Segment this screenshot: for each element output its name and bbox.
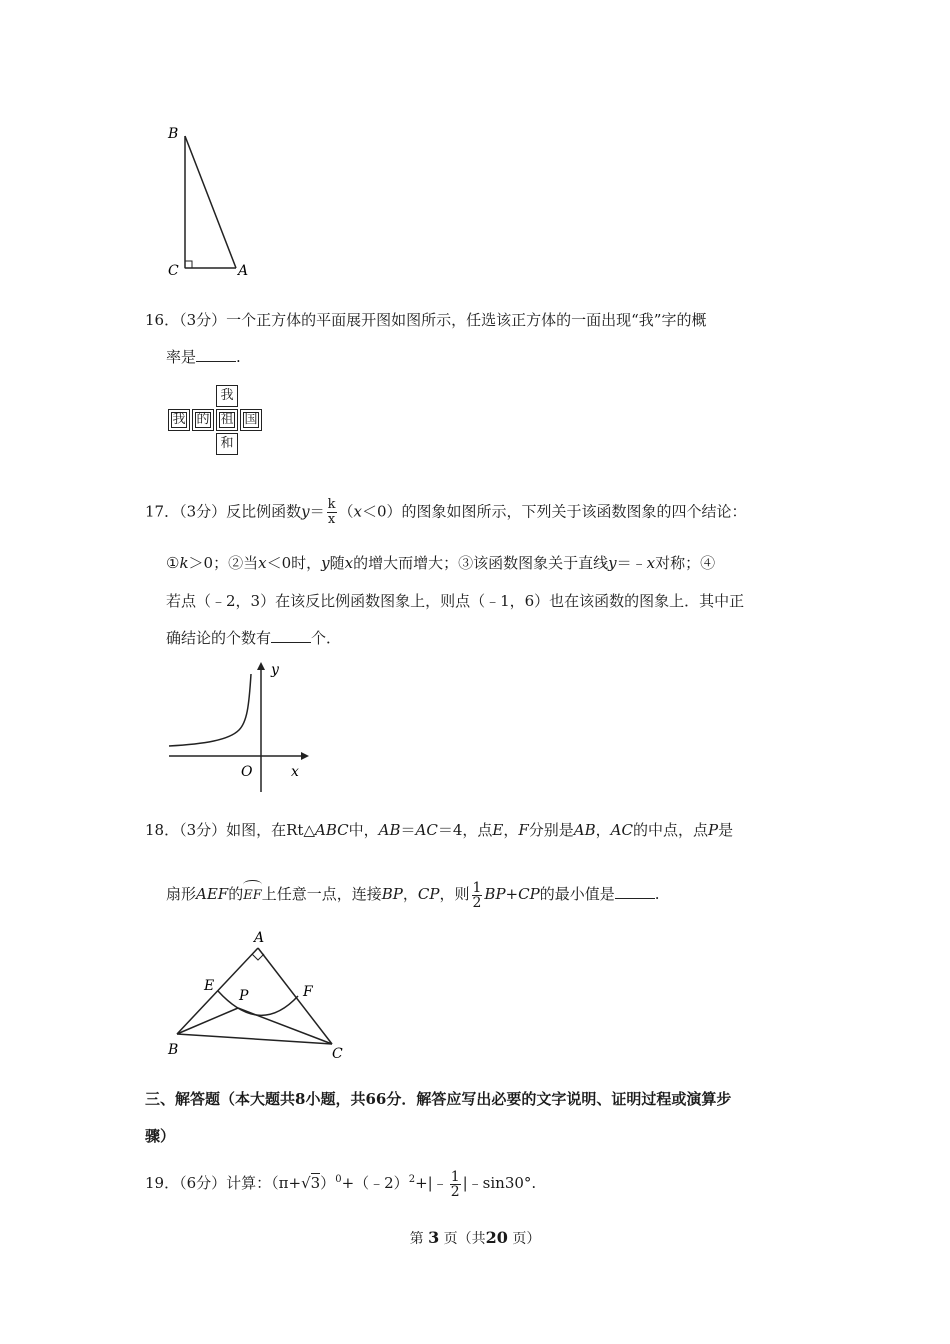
fraction-one-half: $\frac{1}{2}$ [472, 879, 482, 911]
origin-label: O [241, 764, 253, 780]
axis-label-x: x [291, 764, 299, 780]
label-c: C [332, 1046, 343, 1062]
sqrt-3: √3 [301, 1174, 321, 1192]
axis-label-y: y [271, 662, 279, 678]
net-cell-3: 祖 [216, 409, 238, 431]
net-cell-bottom: 和 [216, 433, 238, 455]
question-18-line2: 扇形AEF的EF上任意一点，连接BP，CP，则 $\frac{1}{2}$ BP+CP的最小值是 . [166, 879, 660, 911]
triangle-figure-q15 [160, 118, 260, 288]
fraction-k-over-x: $\frac{k}{x}$ [327, 497, 336, 527]
cube-net-figure [168, 385, 268, 455]
net-cell-4: 国 [240, 409, 262, 431]
answer-blank[interactable] [196, 347, 236, 362]
section-3-heading-line1: 三、解答题（本大题共8小题，共66分．解答应写出必要的文字说明、证明过程或演算步 [145, 1090, 732, 1108]
net-cell-top: 我 [216, 385, 238, 407]
question-16-line1: 16．（3分）一个正方体的平面展开图如图所示，任选该正方体的一面出现“我”字的概 [145, 311, 707, 329]
question-17-line1: 17．（3分）反比例函数y＝ $\frac{k}{x}$ （x＜0）的图象如图所示，下列关于该函数图象的四个结论： [145, 497, 747, 527]
question-17-line3: 若点（﹣2，3）在该反比例函数图象上，则点（﹣1，6）也在该函数的图象上．其中正 [166, 592, 745, 610]
label-c: C [168, 263, 179, 279]
label-p: P [239, 988, 249, 1004]
question-17-line2: ①k＞0；②当x＜0时，y随x的增大而增大；③该函数图象关于直线y＝﹣x对称；④ [166, 554, 716, 572]
question-16-line2: 率是 . [166, 348, 241, 366]
label-f: F [303, 984, 313, 1000]
hyperbola-graph-q17 [165, 658, 315, 798]
page-footer: 第 3 页（共20 页） [409, 1228, 541, 1247]
net-cell-1: 我 [168, 409, 190, 431]
question-18-line1: 18．（3分）如图，在Rt△ABC中，AB＝AC＝4，点E，F分别是AB，AC的中点，点P是 [145, 821, 734, 839]
arc-ef-symbol: EF [243, 880, 262, 908]
net-cell-2: 的 [192, 409, 214, 431]
label-a: A [238, 263, 249, 279]
label-e: E [204, 978, 215, 994]
question-19: 19．（6分）计算：$(\pi+√3)^0+(﹣2)^2+|﹣$ $\frac{1}{2}$ |﹣sin30°. [145, 1168, 537, 1200]
triangle-arc-figure-q18 [160, 922, 360, 1067]
fraction-one-half: $\frac{1}{2}$ [450, 1168, 460, 1200]
label-b: B [168, 126, 179, 142]
label-b: B [168, 1042, 179, 1058]
section-3-heading-line2: 骤） [145, 1127, 176, 1145]
answer-blank[interactable] [615, 884, 655, 899]
question-17-line4: 确结论的个数有 个． [166, 629, 342, 647]
label-a: A [254, 930, 265, 946]
answer-blank[interactable] [271, 628, 311, 643]
